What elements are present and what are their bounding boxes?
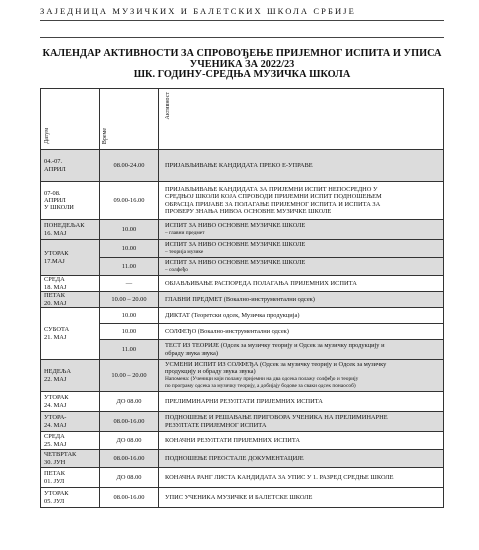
- date-line: 24. МАЈ: [44, 421, 67, 429]
- time-cell: 10.00: [100, 220, 159, 240]
- date-line: 30. ЈУН: [44, 458, 66, 466]
- activity-cell: [159, 220, 444, 240]
- activity-line: ДИКТАТ (Теоретски одсек, Музичка продукција): [165, 311, 300, 319]
- activity-cell: [159, 308, 444, 324]
- table-row: [41, 392, 444, 412]
- activity-cell: [159, 432, 444, 450]
- table-row: [41, 258, 444, 276]
- activity-line: ТЕСТ ИЗ ТЕОРИЈЕ (Одсек за музичку теорију и Одсек за музичку продукцију и: [165, 342, 385, 350]
- time-cell: 11.00: [100, 340, 159, 360]
- activity-line: ОБЈАВЉИВАЊЕ РАСПОРЕДА ПОЛАГАЊА ПРИЈЕМНИХ ИСПИТА: [165, 279, 357, 287]
- date-line: 22. МАЈ: [44, 375, 67, 383]
- table-row: [41, 488, 444, 508]
- activity-line: ПОДНОШЕЊЕ И РЕШАВАЊЕ ПРИГОВОРА УЧЕНИКА НА ПРЕЛИМИНАРНЕ: [165, 414, 388, 422]
- activity-line: ПОДНОШЕЊЕ ПРЕОСТАЛЕ ДОКУМЕНТАЦИЈЕ: [165, 454, 304, 462]
- activity-cell: [159, 468, 444, 488]
- date-line: ЧЕТВРТАК: [44, 451, 77, 459]
- activity-line: СРЕДЊОЈ ШКОЛИ КОЈА СПРОВОДИ ПРИЈЕМНИ ИСПИТ ПОДНОШЕЊЕМ: [165, 193, 382, 201]
- time-cell: 11.00: [100, 258, 159, 276]
- time-cell: 08.00-16.00: [100, 450, 159, 468]
- activity-line: ИСПИТ ЗА НИВО ОСНОВНЕ МУЗИЧКЕ ШКОЛЕ: [165, 222, 306, 230]
- time-cell: —: [100, 276, 159, 292]
- table-row: [41, 182, 444, 220]
- header-rule: [40, 37, 444, 38]
- date-line: ПЕТАК: [44, 470, 65, 478]
- date-line: АПРИЛ: [44, 196, 66, 204]
- date-line: 16. МАЈ: [44, 229, 67, 237]
- activity-cell: [159, 182, 444, 220]
- activity-cell: [159, 292, 444, 308]
- date-line: УТОРАК: [44, 490, 69, 498]
- date-line: 07-08.: [44, 189, 61, 197]
- date-cell: [41, 150, 100, 182]
- time-cell: 10.00: [100, 308, 159, 324]
- date-cell: [41, 182, 100, 220]
- time-cell: 08.00-24.00: [100, 150, 159, 182]
- activity-line: по програму одсека за музичку теорију, а добијају бодове за сваки одсек понаособ): [165, 382, 356, 389]
- date-line: У ШКОЛИ: [44, 204, 74, 212]
- table-row: [41, 450, 444, 468]
- date-line: ПЕТАК: [44, 292, 65, 300]
- activity-line: продукцију и обраду звука звука): [165, 368, 256, 376]
- time-cell: 10.00: [100, 324, 159, 340]
- organization-name: ЗАЈЕДНИЦА МУЗИЧКИХ И БАЛЕТСКИХ ШКОЛА СРБИЈЕ: [40, 6, 356, 16]
- date-cell: [41, 468, 100, 488]
- activity-cell: [159, 258, 444, 276]
- table-row: [41, 276, 444, 292]
- date-line: 18. МАЈ: [44, 283, 67, 291]
- activity-subject: – теорија музике: [165, 248, 204, 255]
- date-line: УТОРАК: [44, 394, 69, 402]
- activity-line: ПРЕЛИМИНАРНИ РЕЗУЛТАТИ ПРИЈЕМНИХ ИСПИТА: [165, 397, 323, 405]
- date-line: 01. ЈУЛ: [44, 477, 65, 485]
- activity-cell: [159, 324, 444, 340]
- date-cell: [41, 360, 100, 392]
- time-cell: ДО 08.00: [100, 468, 159, 488]
- table-row: [41, 468, 444, 488]
- activity-line: КОНАЧНА РАНГ ЛИСТА КАНДИДАТА ЗА УПИС У 1. РАЗРЕД СРЕДЊЕ ШКОЛЕ: [165, 473, 394, 481]
- date-line: 04.-07.: [44, 158, 63, 166]
- activity-line: РЕЗУЛТАТЕ ПРИЈЕМНОГ ИСПИТА: [165, 421, 267, 429]
- time-cell: ДО 08.00: [100, 432, 159, 450]
- date-cell: [41, 412, 100, 432]
- date-cell: [41, 488, 100, 508]
- date-cell: [41, 220, 100, 240]
- activity-line: ГЛАВНИ ПРЕДМЕТ (Вокално-инструментални одсек): [165, 295, 315, 303]
- date-cell: [41, 292, 100, 308]
- time-cell: 10.00 – 20.00: [100, 360, 159, 392]
- date-line: 17.МАЈ: [44, 257, 65, 265]
- date-cell: [41, 392, 100, 412]
- table-row: [41, 150, 444, 182]
- calendar-table: [40, 88, 444, 508]
- document-title: [40, 49, 444, 81]
- date-line: 25. МАЈ: [44, 440, 67, 448]
- date-line: НЕДЕЉА: [44, 368, 71, 376]
- time-cell: 08.00-16.00: [100, 488, 159, 508]
- column-header-date: Датум: [41, 89, 100, 150]
- header-rule: [40, 20, 444, 21]
- title-line: УЧЕНИКА ЗА 2022/23: [189, 58, 295, 70]
- date-line: УТОРАК: [44, 250, 69, 258]
- table-row: [41, 324, 444, 340]
- activity-cell: [159, 392, 444, 412]
- time-cell: 08.00-16.00: [100, 412, 159, 432]
- activity-line: обраду звука звука): [165, 349, 218, 357]
- activity-subject: – солфеђо: [165, 266, 188, 273]
- activity-line: ОБРАСЦА ПРИЈАВЕ ЗА ПОЛАГАЊЕ ПРИЈЕМНОГ ИСПИТА И ИСПИТА ЗА: [165, 200, 381, 208]
- activity-line: ИСПИТ ЗА НИВО ОСНОВНЕ МУЗИЧКЕ ШКОЛЕ: [165, 241, 306, 249]
- time-cell: 10.00 – 20.00: [100, 292, 159, 308]
- date-line: СУБОТА: [44, 326, 70, 334]
- date-line: УТОРА-: [44, 414, 67, 422]
- activity-cell: [159, 240, 444, 258]
- activity-subject: – главни предмет: [165, 229, 205, 236]
- time-cell: 10.00: [100, 240, 159, 258]
- activity-cell: [159, 450, 444, 468]
- activity-line: УСМЕНИ ИСПИТ ИЗ СОЛФЕЂА (Одсек за музичку теорију и Одсек за музичку: [165, 360, 387, 368]
- date-line: 20. МАЈ: [44, 299, 67, 307]
- date-cell: [41, 276, 100, 292]
- table-row: [41, 292, 444, 308]
- activity-cell: [159, 412, 444, 432]
- activity-line: УПИС УЧЕНИКА МУЗИЧКЕ И БАЛЕТСКЕ ШКОЛЕ: [165, 493, 313, 501]
- date-cell: [41, 240, 100, 276]
- activity-line: Напомена: (Ученици који полажу пријемни на два одсека полажу солфеђо и теорију: [165, 375, 359, 382]
- table-row: [41, 308, 444, 324]
- table-row: [41, 340, 444, 360]
- activity-line: КОНАЧНИ РЕЗУЛТАТИ ПРИЈЕМНИХ ИСПИТА: [165, 436, 301, 444]
- date-line: СРЕДА: [44, 276, 65, 284]
- time-cell: 09.00-16.00: [100, 182, 159, 220]
- table-row: [41, 412, 444, 432]
- activity-cell: [159, 488, 444, 508]
- column-header-time: Време: [100, 89, 159, 150]
- activity-line: ПРИЈАВЉИВАЊЕ КАНДИДАТА ЗА ПРИЈЕМНИ ИСПИТ НЕПОСРЕДНО У: [165, 185, 378, 193]
- activity-cell: [159, 276, 444, 292]
- title-line: КАЛЕНДАР АКТИВНОСТИ ЗА СПРОВОЂЕЊЕ ПРИЈЕМНОГ ИСПИТА И УПИСА: [42, 48, 442, 59]
- date-line: ПОНЕДЕЉАК: [44, 222, 85, 230]
- activity-cell: [159, 360, 444, 392]
- activity-cell: [159, 150, 444, 182]
- table-row: [41, 240, 444, 258]
- activity-line: ИСПИТ ЗА НИВО ОСНОВНЕ МУЗИЧКЕ ШКОЛЕ: [165, 259, 306, 267]
- activity-cell: [159, 340, 444, 360]
- date-line: 21. МАЈ: [44, 333, 67, 341]
- date-cell: [41, 450, 100, 468]
- table-row: [41, 432, 444, 450]
- table-row: [41, 220, 444, 240]
- activity-line: ПРИЈАВЉИВАЊЕ КАНДИДАТА ПРЕКО Е-УПРАВЕ: [165, 161, 313, 169]
- activity-line: ПРОВЕРУ ЗНАЊА НИВОА ОСНОВНЕ МУЗИЧКЕ ШКОЛЕ: [165, 207, 332, 215]
- table-row: [41, 360, 444, 392]
- date-line: АПРИЛ: [44, 165, 66, 173]
- title-line: ШК. ГОДИНУ-СРЕДЊА МУЗИЧКА ШКОЛА: [133, 69, 351, 81]
- date-line: 05. ЈУЛ: [44, 497, 65, 505]
- column-header-activity: Активност: [159, 89, 444, 150]
- date-line: 24. МАЈ: [44, 401, 67, 409]
- date-cell: [41, 308, 100, 360]
- activity-line: СОЛФЕЂО (Вокално-инструментални одсек): [165, 327, 289, 335]
- time-cell: ДО 08.00: [100, 392, 159, 412]
- table-header-row: [41, 89, 444, 150]
- date-line: СРЕДА: [44, 433, 65, 441]
- date-cell: [41, 432, 100, 450]
